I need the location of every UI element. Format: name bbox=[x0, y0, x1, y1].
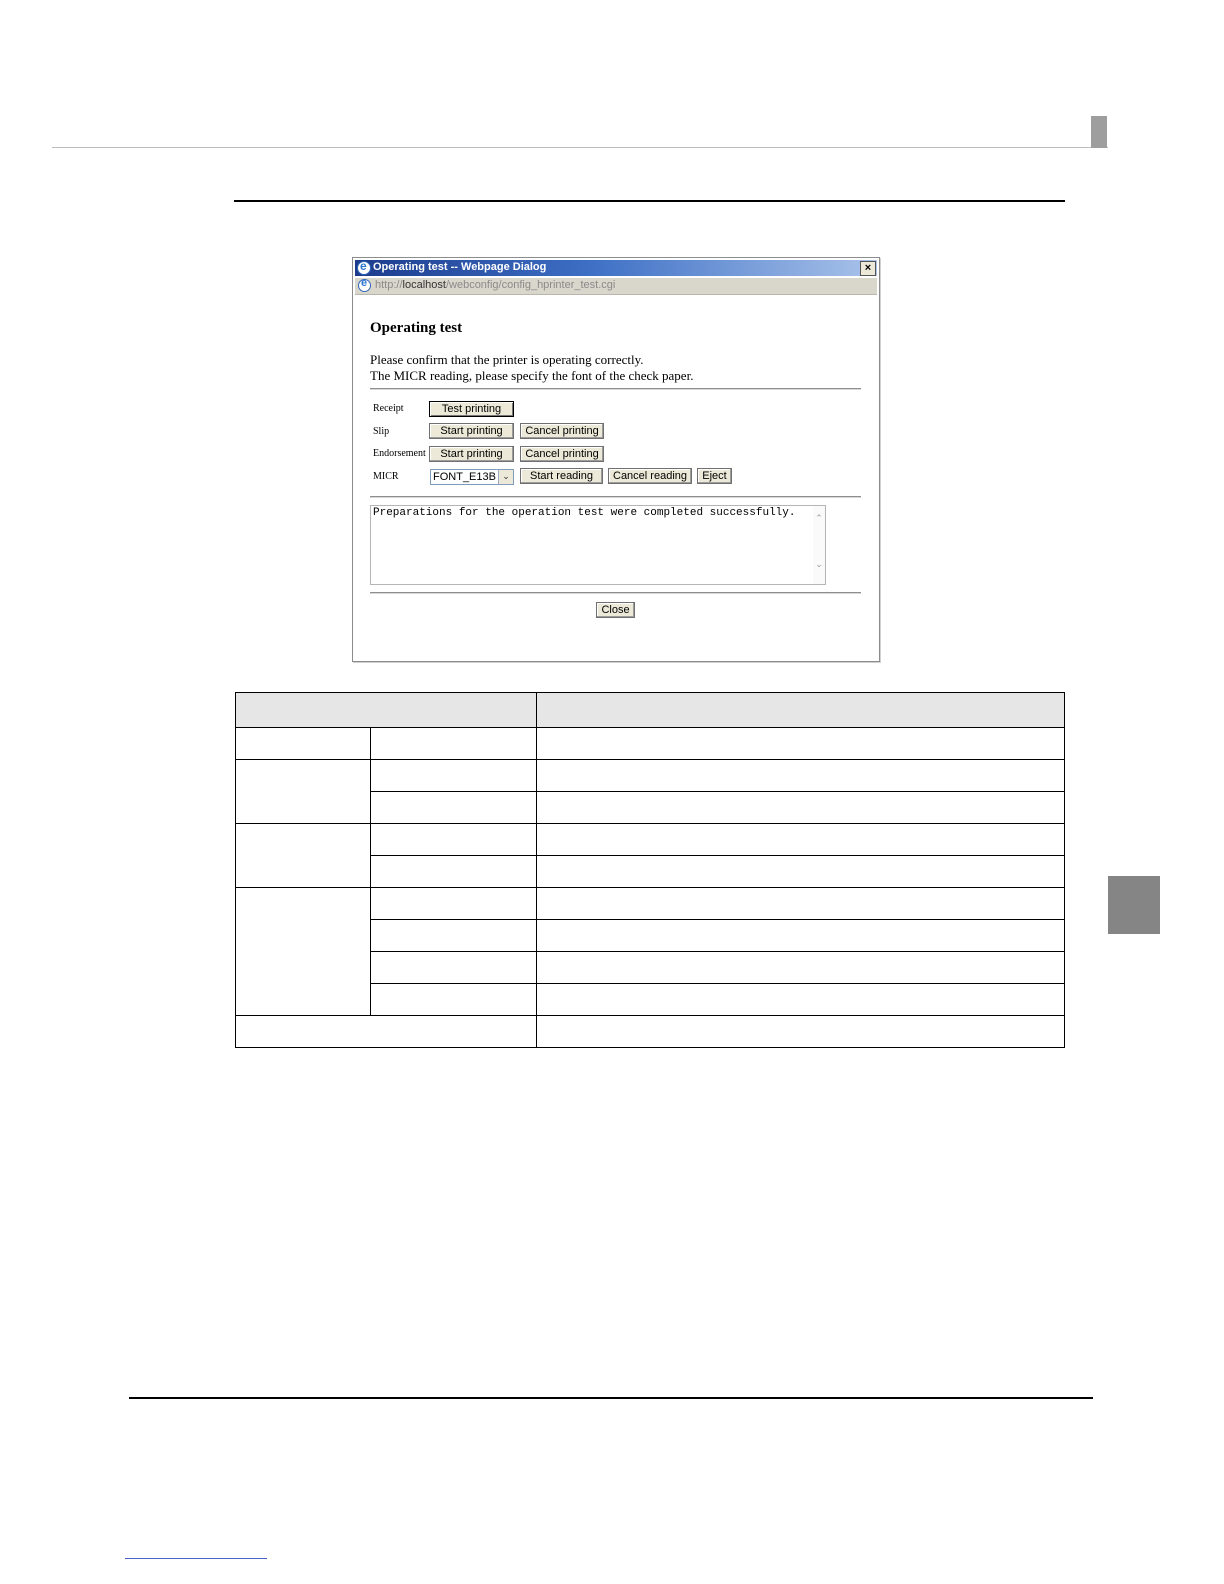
table-row bbox=[236, 824, 1065, 856]
receipt-test-printing-button[interactable]: Test printing bbox=[429, 401, 514, 417]
footer-link-underline[interactable] bbox=[125, 1558, 267, 1559]
table-cell bbox=[537, 824, 1065, 856]
table-header-cell bbox=[537, 693, 1065, 728]
log-message: Preparations for the operation test were completed successfully. bbox=[373, 507, 796, 519]
table-cell bbox=[236, 888, 371, 1016]
table-cell bbox=[537, 1016, 1065, 1048]
table-cell bbox=[537, 952, 1065, 984]
table-header-cell bbox=[236, 693, 537, 728]
table-cell bbox=[236, 728, 371, 760]
table-cell bbox=[371, 984, 537, 1016]
table-cell bbox=[371, 824, 537, 856]
table-cell bbox=[537, 728, 1065, 760]
address-bar bbox=[355, 278, 877, 295]
table-cell bbox=[371, 952, 537, 984]
section-rule bbox=[234, 200, 1065, 202]
divider bbox=[370, 592, 861, 594]
dialog-titlebar[interactable] bbox=[355, 260, 877, 276]
instruction-text: Please confirm that the printer is operating correctly. bbox=[370, 352, 644, 367]
table-cell bbox=[371, 888, 537, 920]
micr-label: MICR bbox=[373, 471, 399, 482]
operating-test-dialog bbox=[352, 257, 880, 662]
table-cell bbox=[371, 792, 537, 824]
chevron-down-icon[interactable]: ⌄ bbox=[498, 470, 513, 484]
ie-icon bbox=[358, 279, 371, 292]
table-cell bbox=[537, 760, 1065, 792]
divider bbox=[370, 388, 861, 390]
slip-label: Slip bbox=[373, 426, 390, 437]
micr-eject-button[interactable]: Eject bbox=[697, 468, 732, 484]
micr-cancel-reading-button[interactable]: Cancel reading bbox=[608, 468, 692, 484]
receipt-label: Receipt bbox=[373, 403, 404, 414]
table-cell bbox=[236, 824, 371, 888]
specification-table bbox=[235, 692, 1065, 1048]
endorsement-start-printing-button[interactable]: Start printing bbox=[429, 446, 514, 462]
scroll-down-icon[interactable]: ⌄ bbox=[815, 560, 823, 570]
table-cell bbox=[537, 856, 1065, 888]
table-cell bbox=[537, 984, 1065, 1016]
endorsement-cancel-printing-button[interactable]: Cancel printing bbox=[520, 446, 604, 462]
micr-font-select[interactable] bbox=[430, 469, 514, 485]
table-cell bbox=[537, 920, 1065, 952]
table-cell bbox=[537, 792, 1065, 824]
table-cell bbox=[236, 760, 371, 824]
table-row bbox=[236, 728, 1065, 760]
ie-icon bbox=[357, 261, 371, 275]
log-scrollbar[interactable] bbox=[813, 506, 825, 584]
chapter-tab-marker bbox=[1108, 876, 1160, 934]
micr-start-reading-button[interactable]: Start reading bbox=[520, 468, 603, 484]
divider bbox=[370, 496, 861, 498]
table-cell bbox=[236, 1016, 537, 1048]
table-cell bbox=[371, 920, 537, 952]
table-row bbox=[236, 1016, 1065, 1048]
instruction-text: The MICR reading, please specify the font of the check paper. bbox=[370, 368, 694, 383]
header-tab-marker bbox=[1091, 116, 1107, 148]
slip-cancel-printing-button[interactable]: Cancel printing bbox=[520, 423, 604, 439]
dialog-title: Operating test -- Webpage Dialog bbox=[373, 261, 547, 273]
table-row bbox=[236, 760, 1065, 792]
page-title: Operating test bbox=[370, 320, 463, 336]
table-cell bbox=[371, 760, 537, 792]
table-row bbox=[236, 888, 1065, 920]
close-icon[interactable]: × bbox=[860, 261, 876, 276]
table-cell bbox=[537, 888, 1065, 920]
table-cell bbox=[371, 728, 537, 760]
slip-start-printing-button[interactable]: Start printing bbox=[429, 423, 514, 439]
footer-rule bbox=[129, 1397, 1093, 1399]
scroll-up-icon[interactable]: ⌃ bbox=[815, 514, 823, 524]
header-rule bbox=[52, 147, 1108, 148]
table-cell bbox=[371, 856, 537, 888]
result-log-textarea[interactable] bbox=[370, 505, 826, 585]
endorsement-label: Endorsement bbox=[373, 448, 426, 459]
address-url: http://localhost/webconfig/config_hprinter_test.cgi bbox=[375, 279, 616, 291]
close-button[interactable]: Close bbox=[596, 602, 635, 618]
micr-font-value: FONT_E13B bbox=[433, 471, 496, 483]
